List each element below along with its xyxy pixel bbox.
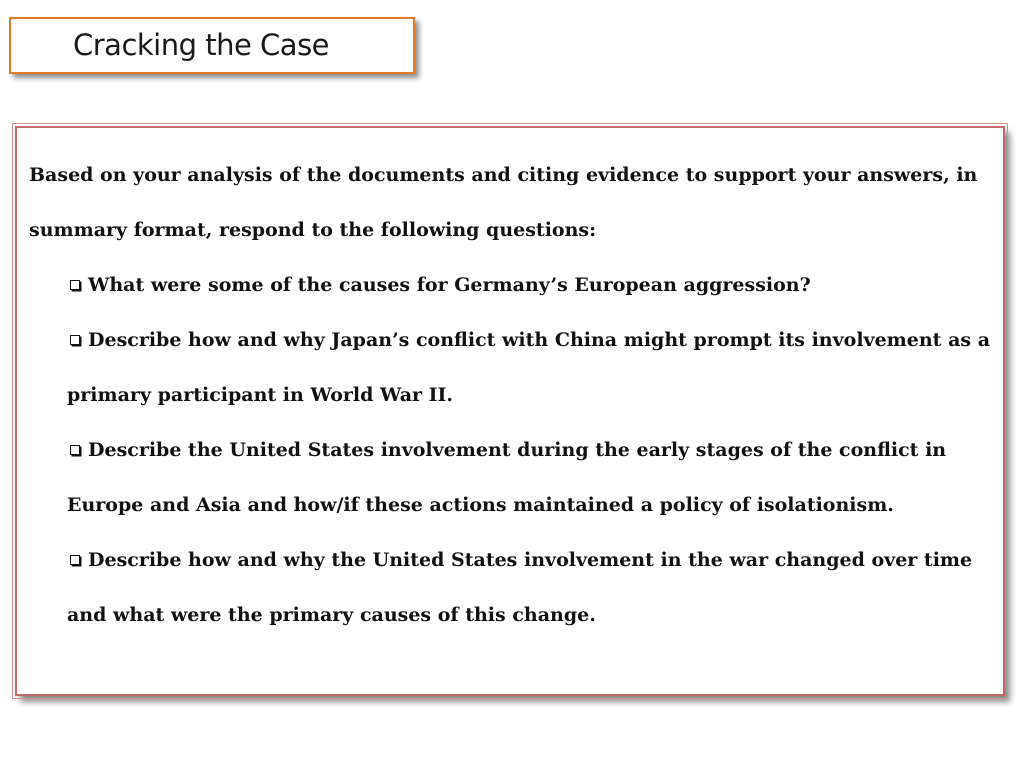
question-item xyxy=(67,533,992,643)
question-list xyxy=(67,258,992,643)
title-box xyxy=(9,17,415,74)
question-text: Describe the United States involvement during the early stages of the conflict in Europe and Asia and how/if these actions maintained a policy of isolationism. xyxy=(67,439,947,516)
question-text: Describe how and why the United States involvement in the war changed over time and what were the primary causes of this change. xyxy=(67,549,973,626)
question-item xyxy=(67,313,992,423)
question-text: Describe how and why Japan’s conflict with China might prompt its involvement as a primary participant in World War II. xyxy=(67,329,990,406)
content-box xyxy=(15,126,1005,696)
question-item xyxy=(67,258,992,313)
checkbox-icon xyxy=(70,555,80,565)
question-text: What were some of the causes for Germany’s European aggression? xyxy=(88,274,811,296)
question-item xyxy=(67,423,992,533)
intro-paragraph: Based on your analysis of the documents and citing evidence to support your answers, in summary format, respond to the following questions: xyxy=(29,164,978,241)
slide-title: Cracking the Case xyxy=(73,28,330,62)
checkbox-icon xyxy=(70,335,80,345)
checkbox-icon xyxy=(70,445,80,455)
checkbox-icon xyxy=(70,280,80,290)
